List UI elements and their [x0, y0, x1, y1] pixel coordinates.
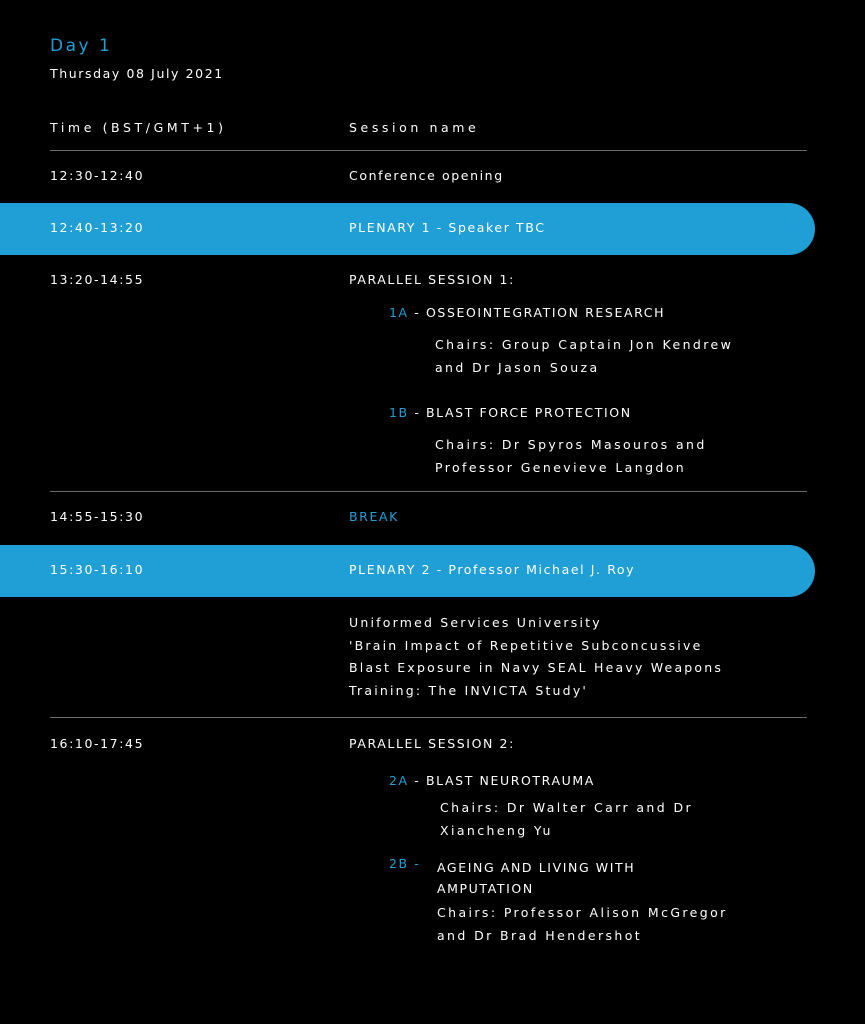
plenary-2-detail-line: Blast Exposure in Navy SEAL Heavy Weapons: [349, 660, 724, 675]
session-2a-chairs-line: Xiancheng Yu: [440, 822, 553, 838]
session-2a-chairs-line: Chairs: Dr Walter Carr and Dr: [440, 800, 694, 815]
session-1a-chairs-line: and Dr Jason Souza: [435, 359, 600, 375]
parallel-1-session: PARALLEL SESSION 1:: [349, 272, 515, 287]
parallel-2-session: PARALLEL SESSION 2:: [349, 736, 515, 751]
session-2a-heading: [389, 773, 595, 788]
session-2b-chairs-line: and Dr Brad Hendershot: [437, 927, 643, 943]
plenary-2-session: PLENARY 2 - Professor Michael J. Roy: [349, 562, 636, 577]
session-1b-code: 1B: [389, 405, 409, 420]
session-1b-chairs-line: Chairs: Dr Spyros Masouros and: [435, 437, 707, 452]
session-1a-chairs: [435, 334, 733, 379]
session-1a-chairs-line: Chairs: Group Captain Jon Kendrew: [435, 337, 734, 352]
session-1b-chairs: [435, 434, 707, 479]
plenary-1-row: [0, 203, 815, 255]
session-2b-chairs: [437, 902, 728, 947]
session-2b-code: 2B -: [389, 856, 421, 871]
session-2a-title: - BLAST NEUROTRAUMA: [414, 773, 595, 788]
session-2a-chairs: [440, 797, 693, 842]
opening-session: Conference opening: [349, 168, 504, 183]
opening-time: 12:30-12:40: [50, 168, 145, 183]
session-1a-code: 1A: [389, 305, 409, 320]
plenary-2-detail-line: Uniformed Services University: [349, 615, 602, 630]
session-2a-code: 2A: [389, 773, 409, 788]
parallel-1-time: 13:20-14:55: [50, 272, 145, 287]
session-2b-chairs-line: Chairs: Professor Alison McGregor: [437, 905, 728, 920]
divider: [50, 150, 807, 151]
session-2b-title-line: AGEING AND LIVING WITH: [437, 860, 636, 875]
session-1b-chairs-line: Professor Genevieve Langdon: [435, 459, 687, 475]
plenary-2-time: 15:30-16:10: [50, 562, 145, 577]
plenary-2-row: [0, 545, 815, 597]
plenary-1-time: 12:40-13:20: [50, 220, 145, 235]
time-column-header: Time (BST/GMT+1): [50, 120, 227, 135]
session-column-header: Session name: [349, 120, 480, 135]
parallel-2-time: 16:10-17:45: [50, 736, 145, 751]
session-1b-heading: [389, 405, 632, 420]
break-time: 14:55-15:30: [50, 509, 145, 524]
divider: [50, 717, 807, 718]
plenary-2-detail-line: 'Brain Impact of Repetitive Subconcussive: [349, 637, 703, 653]
day-title: Day 1: [50, 36, 113, 56]
day-date: Thursday 08 July 2021: [50, 66, 224, 81]
divider: [50, 491, 807, 492]
plenary-2-details: [349, 612, 723, 702]
break-session: BREAK: [349, 509, 399, 524]
plenary-1-session: PLENARY 1 - Speaker TBC: [349, 220, 546, 235]
plenary-2-detail-line: Training: The INVICTA Study': [349, 682, 589, 698]
session-1b-title: - BLAST FORCE PROTECTION: [414, 405, 632, 420]
session-2b-title: [437, 857, 635, 899]
session-1a-title: - OSSEOINTEGRATION RESEARCH: [414, 305, 666, 320]
session-2b-title-line: AMPUTATION: [437, 881, 534, 896]
session-1a-heading: [389, 305, 665, 320]
